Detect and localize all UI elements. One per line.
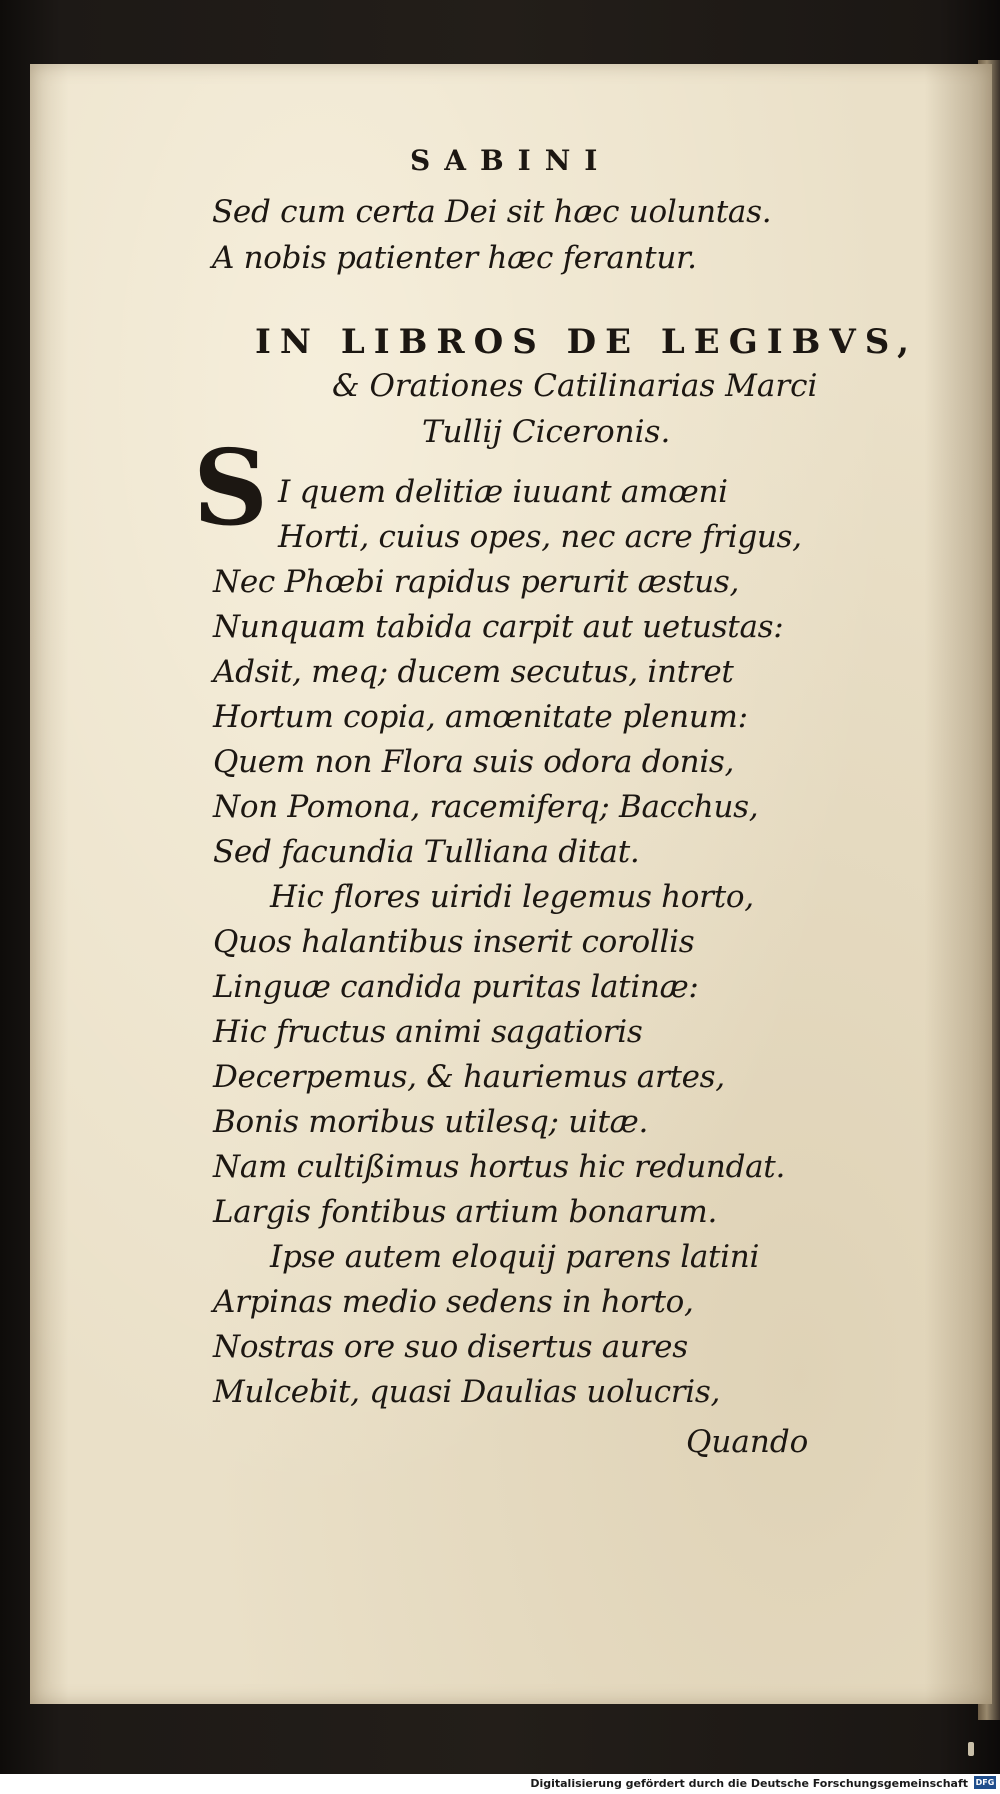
verse-line: Horti, cuius opes, nec acre frigus, <box>278 519 802 555</box>
verse-line: Quos halantibus inserit corollis <box>213 924 695 960</box>
verse-line: Decerpemus, & hauriemus artes, <box>213 1059 725 1095</box>
funding-credit: Digitalisierung gefördert durch die Deutsche Forschungsgemeinschaft <box>530 1777 968 1790</box>
verse-line: Nostras ore suo disertus aures <box>213 1329 688 1365</box>
verse-line: Quem non Flora suis odora donis, <box>213 744 735 780</box>
poem-title-line: & Orationes Catilinarias Marci <box>332 368 818 404</box>
verse-line: Bonis moribus utilesq; uitæ. <box>213 1104 649 1140</box>
opening-line: A nobis patienter hæc ferantur. <box>212 240 697 276</box>
drop-cap: S <box>193 426 269 549</box>
dfg-logo-icon: DFG <box>975 1778 995 1787</box>
verse-line: I quem delitiæ iuuant amœni <box>278 474 728 510</box>
poem-title: IN LIBROS DE LEGIBVS, <box>255 322 918 362</box>
verse-line: Linguæ candida puritas latinæ: <box>213 969 699 1005</box>
opening-line: Sed cum certa Dei sit hæc uoluntas. <box>212 194 772 230</box>
verse-line: Arpinas medio sedens in horto, <box>213 1284 694 1320</box>
verse-line: Nam cultißimus hortus hic redundat. <box>213 1149 786 1185</box>
verse-line: Sed facundia Tulliana ditat. <box>213 834 640 870</box>
verse-line: Adsit, meq; ducem secutus, intret <box>213 654 734 690</box>
book-page <box>30 64 992 1704</box>
verse-line: Mulcebit, quasi Daulias uolucris, <box>213 1374 721 1410</box>
catchword: Quando <box>686 1424 809 1460</box>
verse-line: Largis fontibus artium bonarum. <box>213 1194 718 1230</box>
verse-line: Hic fructus animi sagatioris <box>213 1014 643 1050</box>
verse-line: Hic flores uiridi legemus horto, <box>270 879 754 915</box>
running-head: SABINI <box>410 144 612 177</box>
verse-line: Ipse autem eloquij parens latini <box>270 1239 760 1275</box>
verse-line: Nunquam tabida carpit aut uetustas: <box>213 609 784 645</box>
verse-line: Hortum copia, amœnitate plenum: <box>213 699 748 735</box>
poem-title-line: Tullij Ciceronis. <box>422 414 671 450</box>
verse-line: Nec Phœbi rapidus perurit æstus, <box>213 564 740 600</box>
verse-line: Non Pomona, racemiferq; Bacchus, <box>213 789 759 825</box>
page-text <box>30 64 992 1704</box>
corner-tab <box>968 1742 974 1756</box>
